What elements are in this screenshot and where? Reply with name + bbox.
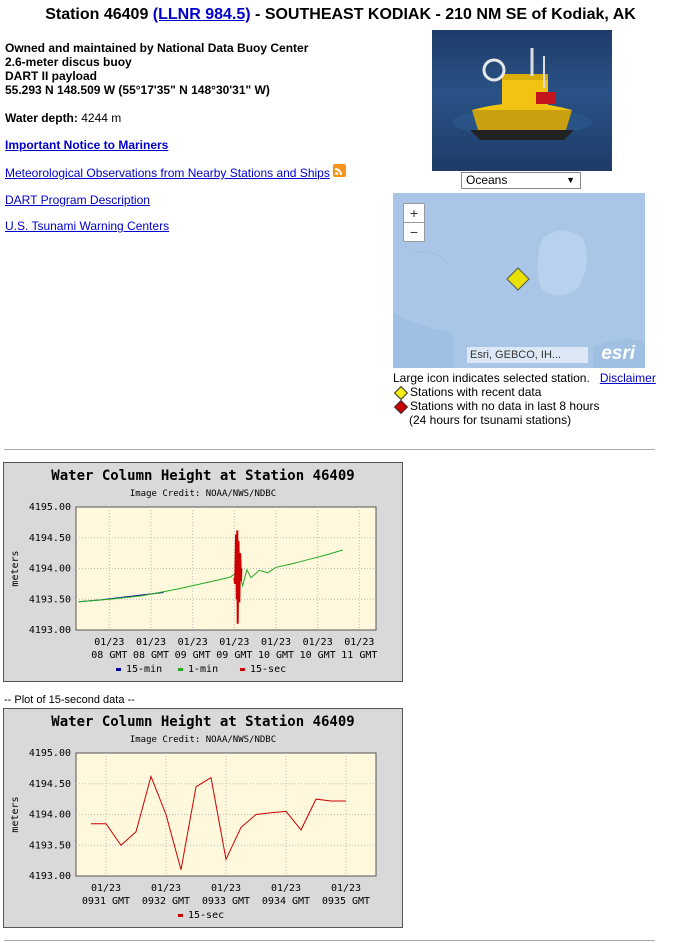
water-height-chart bbox=[3, 462, 403, 682]
legend-label: 15-sec bbox=[188, 910, 225, 921]
map-attribution: Esri, GEBCO, IH... bbox=[467, 347, 588, 363]
no-data-icon bbox=[394, 400, 408, 414]
legend-swatch bbox=[116, 668, 121, 671]
esri-logo: esri bbox=[601, 343, 635, 364]
x-tick-label: 01/23 bbox=[270, 883, 302, 894]
x-tick-label: 0935 GMT bbox=[321, 896, 371, 907]
map-terrain bbox=[393, 193, 645, 368]
llnr-link[interactable]: (LLNR 984.5) bbox=[152, 6, 251, 23]
x-tick-label: 0933 GMT bbox=[201, 896, 251, 907]
legend-nodata: Stations with no data in last 8 hours bbox=[410, 399, 600, 413]
x-tick-label: 01/23 bbox=[302, 637, 333, 648]
x-tick-label: 08 GMT bbox=[91, 650, 128, 661]
payload-text: DART II payload bbox=[5, 69, 98, 83]
x-tick-label: 09 GMT bbox=[174, 650, 211, 661]
x-tick-label: 10 GMT bbox=[299, 650, 336, 661]
chart-subtitle: Image Credit: NOAA/NWS/NDBC bbox=[129, 735, 277, 745]
buoy-photo-graphic bbox=[432, 30, 612, 171]
x-tick-label: 01/23 bbox=[219, 637, 250, 648]
x-tick-label: 11 GMT bbox=[341, 650, 378, 661]
legend-swatch bbox=[178, 914, 183, 917]
legend-label: 15-min bbox=[126, 664, 163, 675]
map-layer-select[interactable] bbox=[461, 172, 581, 189]
legend-recent: Stations with recent data bbox=[410, 385, 542, 399]
chart-subtitle: Image Credit: NOAA/NWS/NDBC bbox=[129, 489, 277, 499]
legend-tsunami-note: (24 hours for tsunami stations) bbox=[409, 413, 572, 427]
legend-label: 15-sec bbox=[250, 664, 287, 675]
x-tick-label: 08 GMT bbox=[132, 650, 170, 661]
zoom-out-button[interactable]: − bbox=[409, 224, 419, 240]
coordinates-text: 55.293 N 148.509 W (55°17'35" N 148°30'31" W) bbox=[5, 83, 270, 97]
y-tick-label: 4194.00 bbox=[28, 809, 71, 821]
chart-svg bbox=[4, 463, 402, 681]
y-tick-label: 4194.50 bbox=[28, 778, 71, 790]
legend-note: Large icon indicates selected station. bbox=[393, 371, 590, 385]
x-tick-label: 01/23 bbox=[94, 637, 125, 648]
chevron-down-icon: ▼ bbox=[566, 175, 575, 185]
x-tick-label: 01/23 bbox=[90, 883, 122, 894]
x-tick-label: 0934 GMT bbox=[261, 896, 311, 907]
owner-text: Owned and maintained by National Data Buoy Center bbox=[5, 41, 309, 55]
y-tick-label: 4193.00 bbox=[28, 625, 71, 636]
tsunami-warning-link[interactable]: U.S. Tsunami Warning Centers bbox=[5, 219, 170, 233]
plot-caption: -- Plot of 15-second data -- bbox=[4, 694, 135, 706]
dart-description-link[interactable]: DART Program Description bbox=[5, 193, 150, 207]
divider bbox=[4, 449, 655, 450]
legend-label: 1-min bbox=[188, 664, 219, 675]
x-tick-label: 01/23 bbox=[135, 637, 167, 648]
legend-swatch bbox=[178, 668, 183, 671]
station-info bbox=[5, 41, 308, 125]
title-prefix: Station 46409 bbox=[45, 6, 153, 23]
selected-station-marker[interactable] bbox=[507, 268, 529, 290]
water-depth-label: Water depth: bbox=[5, 111, 78, 125]
chart-title: Water Column Height at Station 46409 bbox=[51, 468, 355, 484]
title-suffix: - SOUTHEAST KODIAK - 210 NM SE of Kodiak, AK bbox=[250, 6, 636, 23]
chart-svg bbox=[4, 709, 402, 927]
legend-swatch bbox=[240, 668, 245, 671]
zoom-in-button[interactable]: + bbox=[404, 204, 424, 223]
buoy-type-text: 2.6-meter discus buoy bbox=[5, 55, 132, 69]
y-tick-label: 4193.50 bbox=[28, 594, 71, 606]
chart-title: Water Column Height at Station 46409 bbox=[51, 714, 355, 730]
x-tick-label: 01/23 bbox=[210, 883, 242, 894]
nearby-observations-link[interactable]: Meteorological Observations from Nearby Stations and Ships bbox=[5, 166, 330, 180]
x-tick-label: 01/23 bbox=[260, 637, 292, 648]
x-tick-label: 01/23 bbox=[150, 883, 182, 894]
map-legend bbox=[393, 371, 656, 427]
y-tick-label: 4193.50 bbox=[28, 840, 71, 852]
disclaimer-link[interactable]: Disclaimer bbox=[599, 371, 656, 385]
y-axis-label: meters bbox=[10, 550, 21, 587]
buoy-photo bbox=[432, 30, 612, 171]
divider bbox=[4, 940, 655, 941]
station-map[interactable] bbox=[393, 193, 645, 368]
y-tick-label: 4194.50 bbox=[28, 532, 71, 544]
y-tick-label: 4195.00 bbox=[28, 502, 71, 513]
y-tick-label: 4195.00 bbox=[28, 748, 71, 759]
water-height-15sec-chart bbox=[3, 708, 403, 928]
water-depth-value: 4244 m bbox=[77, 111, 122, 125]
x-tick-label: 10 GMT bbox=[257, 650, 295, 661]
y-axis-label: meters bbox=[10, 796, 21, 833]
notice-to-mariners-link[interactable]: Important Notice to Mariners bbox=[5, 138, 169, 152]
x-tick-label: 09 GMT bbox=[216, 650, 253, 661]
page-title bbox=[0, 6, 681, 24]
y-tick-label: 4193.00 bbox=[28, 871, 71, 882]
x-tick-label: 0931 GMT bbox=[81, 896, 131, 907]
x-tick-label: 01/23 bbox=[177, 637, 208, 648]
x-tick-label: 01/23 bbox=[330, 883, 362, 894]
recent-data-icon bbox=[394, 386, 408, 400]
x-tick-label: 01/23 bbox=[344, 637, 375, 648]
zoom-control bbox=[403, 203, 425, 242]
rss-icon[interactable] bbox=[333, 164, 346, 177]
y-tick-label: 4194.00 bbox=[28, 563, 71, 575]
x-tick-label: 0932 GMT bbox=[141, 896, 191, 907]
map-layer-value: Oceans bbox=[466, 173, 508, 187]
